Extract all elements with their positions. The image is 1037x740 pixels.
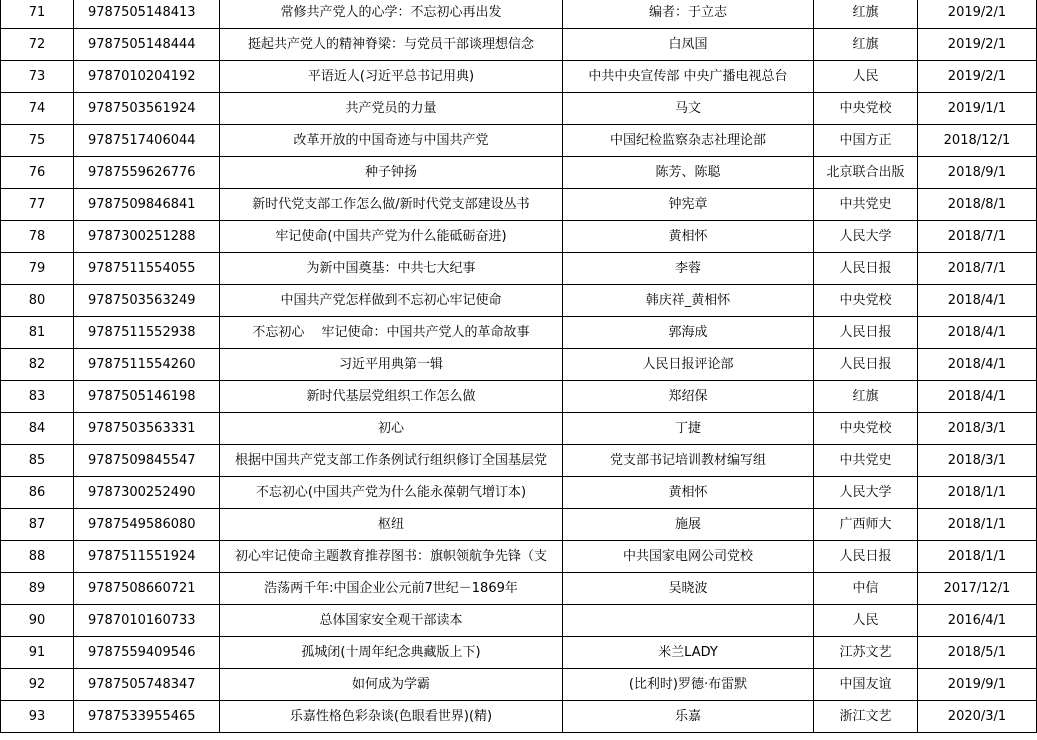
author-cell: 丁捷: [563, 413, 814, 445]
author-cell: [563, 605, 814, 637]
isbn-cell: 9787509845547: [74, 445, 220, 477]
row-number-cell: 85: [1, 445, 74, 477]
row-number-cell: 87: [1, 509, 74, 541]
publisher-cell: 中央党校: [814, 93, 918, 125]
title-cell: 不忘初心 牢记使命：中国共产党人的革命故事: [220, 317, 563, 349]
title-cell: 常修共产党人的心学：不忘初心再出发: [220, 0, 563, 29]
isbn-cell: 9787300252490: [74, 477, 220, 509]
date-cell: 2018/4/1: [918, 381, 1037, 413]
date-cell: 2019/9/1: [918, 669, 1037, 701]
table-row: [1, 445, 1037, 477]
row-number-cell: 74: [1, 93, 74, 125]
title-cell: 不忘初心(中国共产党为什么能永葆朝气增订本): [220, 477, 563, 509]
title-cell: 种子钟扬: [220, 157, 563, 189]
isbn-cell: 9787508660721: [74, 573, 220, 605]
title-cell: 平语近人(习近平总书记用典): [220, 61, 563, 93]
table-row: [1, 509, 1037, 541]
table-row: [1, 189, 1037, 221]
row-number-cell: 72: [1, 29, 74, 61]
row-number-cell: 93: [1, 701, 74, 733]
title-cell: 习近平用典第一辑: [220, 349, 563, 381]
publisher-cell: 红旗: [814, 381, 918, 413]
date-cell: 2020/3/1: [918, 701, 1037, 733]
row-number-cell: 79: [1, 253, 74, 285]
publisher-cell: 江苏文艺: [814, 637, 918, 669]
row-number-cell: 80: [1, 285, 74, 317]
date-cell: 2019/2/1: [918, 61, 1037, 93]
author-cell: 人民日报评论部: [563, 349, 814, 381]
isbn-cell: 9787549586080: [74, 509, 220, 541]
author-cell: 中国纪检监察杂志社理论部: [563, 125, 814, 157]
table-row: [1, 349, 1037, 381]
date-cell: 2018/7/1: [918, 253, 1037, 285]
table-row: [1, 573, 1037, 605]
table-row: [1, 29, 1037, 61]
table-row: [1, 125, 1037, 157]
table-row: [1, 253, 1037, 285]
publisher-cell: 人民日报: [814, 349, 918, 381]
author-cell: 乐嘉: [563, 701, 814, 733]
row-number-cell: 83: [1, 381, 74, 413]
title-cell: 牢记使命(中国共产党为什么能砥砺奋进): [220, 221, 563, 253]
publisher-cell: 红旗: [814, 29, 918, 61]
date-cell: 2017/12/1: [918, 573, 1037, 605]
title-cell: 挺起共产党人的精神脊梁：与党员干部谈理想信念: [220, 29, 563, 61]
author-cell: 韩庆祥_黄相怀: [563, 285, 814, 317]
author-cell: 米兰LADY: [563, 637, 814, 669]
row-number-cell: 88: [1, 541, 74, 573]
table-row: [1, 381, 1037, 413]
date-cell: 2016/4/1: [918, 605, 1037, 637]
publisher-cell: 中国友谊: [814, 669, 918, 701]
isbn-cell: 9787503563331: [74, 413, 220, 445]
date-cell: 2018/3/1: [918, 413, 1037, 445]
isbn-cell: 9787511551924: [74, 541, 220, 573]
title-cell: 总体国家安全观干部读本: [220, 605, 563, 637]
title-cell: 乐嘉性格色彩杂谈(色眼看世界)(精): [220, 701, 563, 733]
title-cell: 枢纽: [220, 509, 563, 541]
isbn-cell: 9787503563249: [74, 285, 220, 317]
publisher-cell: 人民日报: [814, 317, 918, 349]
date-cell: 2018/12/1: [918, 125, 1037, 157]
table-row: [1, 221, 1037, 253]
publisher-cell: 人民: [814, 605, 918, 637]
author-cell: 施展: [563, 509, 814, 541]
date-cell: 2018/4/1: [918, 349, 1037, 381]
publisher-cell: 人民日报: [814, 541, 918, 573]
date-cell: 2019/2/1: [918, 0, 1037, 29]
date-cell: 2018/4/1: [918, 285, 1037, 317]
isbn-cell: 9787505148444: [74, 29, 220, 61]
isbn-cell: 9787517406044: [74, 125, 220, 157]
author-cell: 黄相怀: [563, 477, 814, 509]
author-cell: 黄相怀: [563, 221, 814, 253]
isbn-cell: 9787505748347: [74, 669, 220, 701]
date-cell: 2019/2/1: [918, 29, 1037, 61]
date-cell: 2018/4/1: [918, 317, 1037, 349]
title-cell: 改革开放的中国奇迹与中国共产党: [220, 125, 563, 157]
title-cell: 浩荡两千年:中国企业公元前7世纪－1869年: [220, 573, 563, 605]
row-number-cell: 91: [1, 637, 74, 669]
publisher-cell: 中信: [814, 573, 918, 605]
isbn-cell: 9787010160733: [74, 605, 220, 637]
author-cell: 白凤国: [563, 29, 814, 61]
publisher-cell: 浙江文艺: [814, 701, 918, 733]
row-number-cell: 76: [1, 157, 74, 189]
row-number-cell: 81: [1, 317, 74, 349]
publisher-cell: 人民: [814, 61, 918, 93]
row-number-cell: 78: [1, 221, 74, 253]
isbn-cell: 9787503561924: [74, 93, 220, 125]
table-row: [1, 61, 1037, 93]
author-cell: 吴晓波: [563, 573, 814, 605]
isbn-cell: 9787511552938: [74, 317, 220, 349]
date-cell: 2018/5/1: [918, 637, 1037, 669]
isbn-cell: 9787300251288: [74, 221, 220, 253]
publisher-cell: 人民日报: [814, 253, 918, 285]
date-cell: 2018/7/1: [918, 221, 1037, 253]
author-cell: 马文: [563, 93, 814, 125]
title-cell: 根据中国共产党支部工作条例试行组织修订全国基层党: [220, 445, 563, 477]
table-row: [1, 285, 1037, 317]
title-cell: 新时代党支部工作怎么做/新时代党支部建设丛书: [220, 189, 563, 221]
row-number-cell: 73: [1, 61, 74, 93]
title-cell: 初心牢记使命主题教育推荐图书：旗帜领航争先锋（支: [220, 541, 563, 573]
table-row: [1, 541, 1037, 573]
publisher-cell: 中共党史: [814, 189, 918, 221]
row-number-cell: 75: [1, 125, 74, 157]
author-cell: 党支部书记培训教材编写组: [563, 445, 814, 477]
publisher-cell: 中国方正: [814, 125, 918, 157]
table-row: [1, 477, 1037, 509]
table-row: [1, 93, 1037, 125]
title-cell: 中国共产党怎样做到不忘初心牢记使命: [220, 285, 563, 317]
table-row: [1, 669, 1037, 701]
date-cell: 2018/3/1: [918, 445, 1037, 477]
row-number-cell: 86: [1, 477, 74, 509]
table-row: [1, 637, 1037, 669]
row-number-cell: 90: [1, 605, 74, 637]
date-cell: 2018/1/1: [918, 477, 1037, 509]
isbn-cell: 9787505148413: [74, 0, 220, 29]
table-row: [1, 157, 1037, 189]
author-cell: 中共中央宣传部 中央广播电视总台: [563, 61, 814, 93]
row-number-cell: 77: [1, 189, 74, 221]
author-cell: 中共国家电网公司党校: [563, 541, 814, 573]
publisher-cell: 红旗: [814, 0, 918, 29]
isbn-cell: 9787511554260: [74, 349, 220, 381]
publisher-cell: 中央党校: [814, 413, 918, 445]
title-cell: 共产党员的力量: [220, 93, 563, 125]
publisher-cell: 北京联合出版: [814, 157, 918, 189]
author-cell: 郑绍保: [563, 381, 814, 413]
row-number-cell: 92: [1, 669, 74, 701]
publisher-cell: 人民大学: [814, 477, 918, 509]
author-cell: 郭海成: [563, 317, 814, 349]
row-number-cell: 84: [1, 413, 74, 445]
title-cell: 如何成为学霸: [220, 669, 563, 701]
date-cell: 2018/9/1: [918, 157, 1037, 189]
table-row: [1, 605, 1037, 637]
table-row: [1, 701, 1037, 733]
publisher-cell: 中共党史: [814, 445, 918, 477]
isbn-cell: 9787511554055: [74, 253, 220, 285]
table-row: [1, 317, 1037, 349]
author-cell: (比利时)罗德·布雷默: [563, 669, 814, 701]
date-cell: 2018/8/1: [918, 189, 1037, 221]
row-number-cell: 82: [1, 349, 74, 381]
row-number-cell: 71: [1, 0, 74, 29]
isbn-cell: 9787509846841: [74, 189, 220, 221]
table-row: [1, 413, 1037, 445]
title-cell: 为新中国奠基：中共七大纪事: [220, 253, 563, 285]
author-cell: 编者：于立志: [563, 0, 814, 29]
publisher-cell: 人民大学: [814, 221, 918, 253]
table-row: [1, 0, 1037, 29]
isbn-cell: 9787010204192: [74, 61, 220, 93]
date-cell: 2019/1/1: [918, 93, 1037, 125]
author-cell: 李蓉: [563, 253, 814, 285]
isbn-cell: 9787559626776: [74, 157, 220, 189]
author-cell: 陈芳、陈聪: [563, 157, 814, 189]
isbn-cell: 9787533955465: [74, 701, 220, 733]
table-body: [1, 0, 1037, 733]
publisher-cell: 中央党校: [814, 285, 918, 317]
title-cell: 新时代基层党组织工作怎么做: [220, 381, 563, 413]
publisher-cell: 广西师大: [814, 509, 918, 541]
date-cell: 2018/1/1: [918, 541, 1037, 573]
title-cell: 孤城闭(十周年纪念典藏版上下): [220, 637, 563, 669]
isbn-cell: 9787559409546: [74, 637, 220, 669]
title-cell: 初心: [220, 413, 563, 445]
isbn-cell: 9787505146198: [74, 381, 220, 413]
row-number-cell: 89: [1, 573, 74, 605]
date-cell: 2018/1/1: [918, 509, 1037, 541]
author-cell: 钟宪章: [563, 189, 814, 221]
